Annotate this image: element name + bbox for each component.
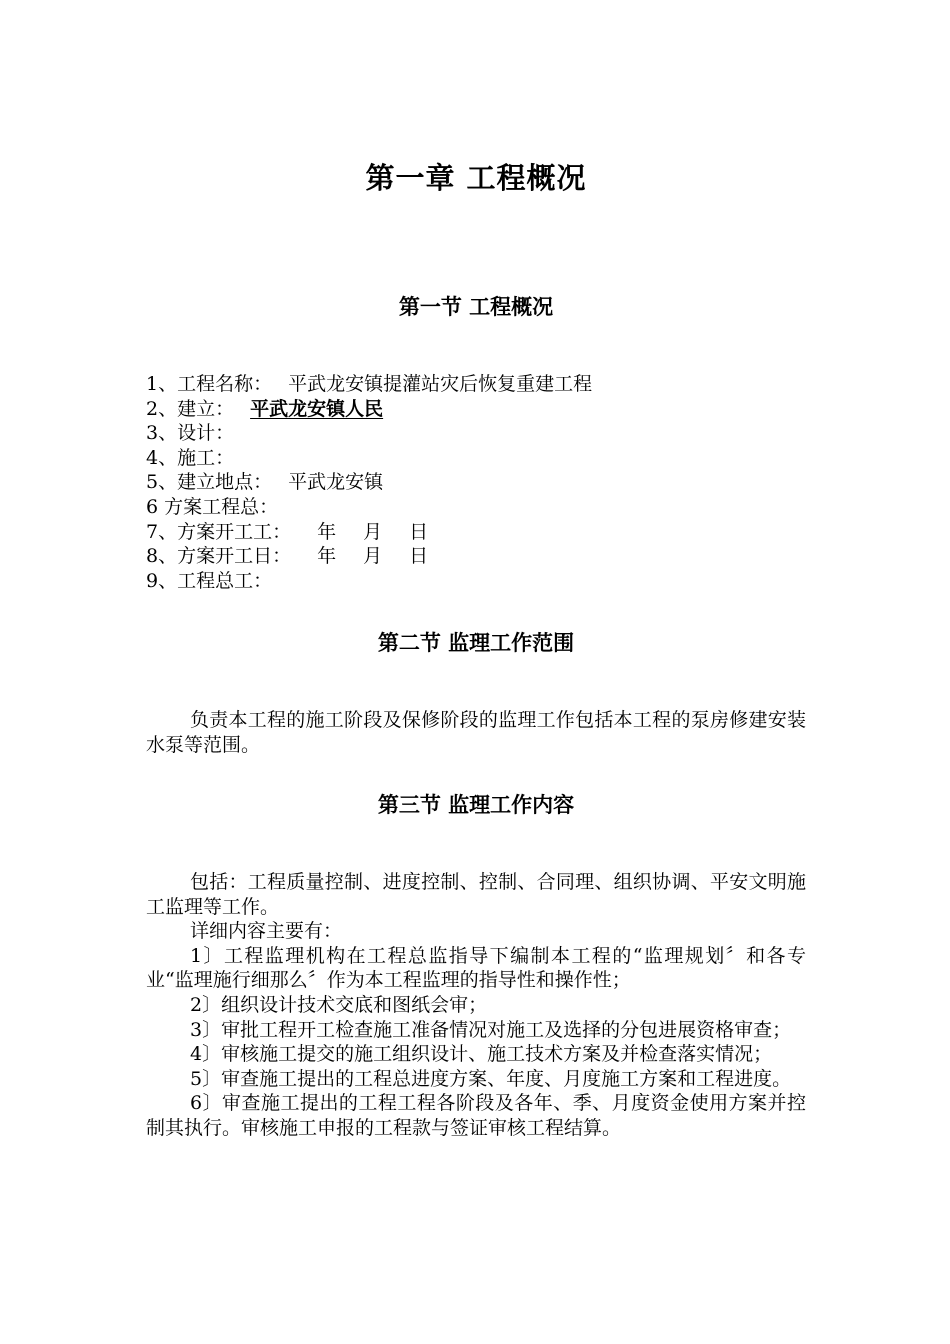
date-day: 日 xyxy=(409,520,429,543)
info-label: 6 方案工程总： xyxy=(146,495,279,518)
date-placeholder xyxy=(317,544,455,569)
section-title-content: 第三节 监理工作内容 xyxy=(377,793,575,817)
content-paragraph: 2〕组织设计技术交底和图纸会审； xyxy=(190,993,488,1016)
content-paragraph: 4〕审核施工提交的施工组织设计、施工技术方案及并检查落实情况； xyxy=(190,1043,773,1066)
content-paragraph: 详细内容主要有： xyxy=(190,920,343,943)
content-paragraph: 6〕审查施工提出的工程工程各阶段及各年、季、月度资金使用方案并控制其执行。审核施工申报的工程款与签证审核工程结算。 xyxy=(146,1092,806,1139)
info-label: 1、工程名称： xyxy=(146,373,273,395)
content-paragraph: 5〕审查施工提出的工程总进度方案、年度、月度施工方案和工程进度。 xyxy=(190,1067,792,1090)
info-item-start-date xyxy=(146,544,806,569)
info-label: 3、设计： xyxy=(146,422,235,445)
info-value-underlined: 平武龙安镇人民 xyxy=(250,397,384,420)
info-label: 9、工程总工： xyxy=(146,569,273,592)
content-paragraph: 3〕审批工程开工检查施工准备情况对施工及选择的分包进展资格审查； xyxy=(190,1018,792,1041)
date-month: 月 xyxy=(363,520,383,543)
date-placeholder xyxy=(317,520,455,545)
info-item-total xyxy=(146,495,806,520)
info-item-design xyxy=(146,421,806,446)
info-item-location xyxy=(146,470,806,495)
info-label: 2、建立： xyxy=(146,397,235,420)
content-paragraph: 1〕工程监理机构在工程总监指导下编制本工程的“监理规划〞和各专业“监理施行细那么〞作为本工程监理的指导性和操作性； xyxy=(146,944,806,992)
chapter-title: 第一章 工程概况 xyxy=(365,161,587,195)
info-value: 平武龙安镇提灌站灾后恢复重建工程 xyxy=(288,373,593,395)
date-day: 日 xyxy=(409,545,429,568)
info-value: 平武龙安镇 xyxy=(288,471,384,494)
info-item-chief-engineer xyxy=(146,569,806,594)
info-item-start-work xyxy=(146,520,806,545)
info-label: 8、方案开工日： xyxy=(146,545,292,568)
info-label: 5、建立地点： xyxy=(146,471,273,494)
info-label: 7、方案开工工： xyxy=(146,520,292,543)
date-year: 年 xyxy=(317,520,337,543)
section-title-scope: 第二节 监理工作范围 xyxy=(377,631,575,655)
project-info-list xyxy=(146,372,806,593)
content-paragraph: 包括：工程质量控制、进度控制、控制、合同理、组织协调、平安文明施工监理等工作。 xyxy=(146,871,806,918)
section-title-overview: 第一节 工程概况 xyxy=(398,295,554,319)
info-item-construction xyxy=(146,446,806,471)
date-month: 月 xyxy=(363,545,383,568)
info-label: 4、施工： xyxy=(146,446,235,469)
info-item-project-name xyxy=(146,372,806,397)
content-paragraphs xyxy=(146,870,806,1141)
date-year: 年 xyxy=(317,545,337,568)
info-item-owner xyxy=(146,397,806,422)
scope-paragraph: 负责本工程的施工阶段及保修阶段的监理工作包括本工程的泵房修建安装水泵等范围。 xyxy=(146,709,806,756)
